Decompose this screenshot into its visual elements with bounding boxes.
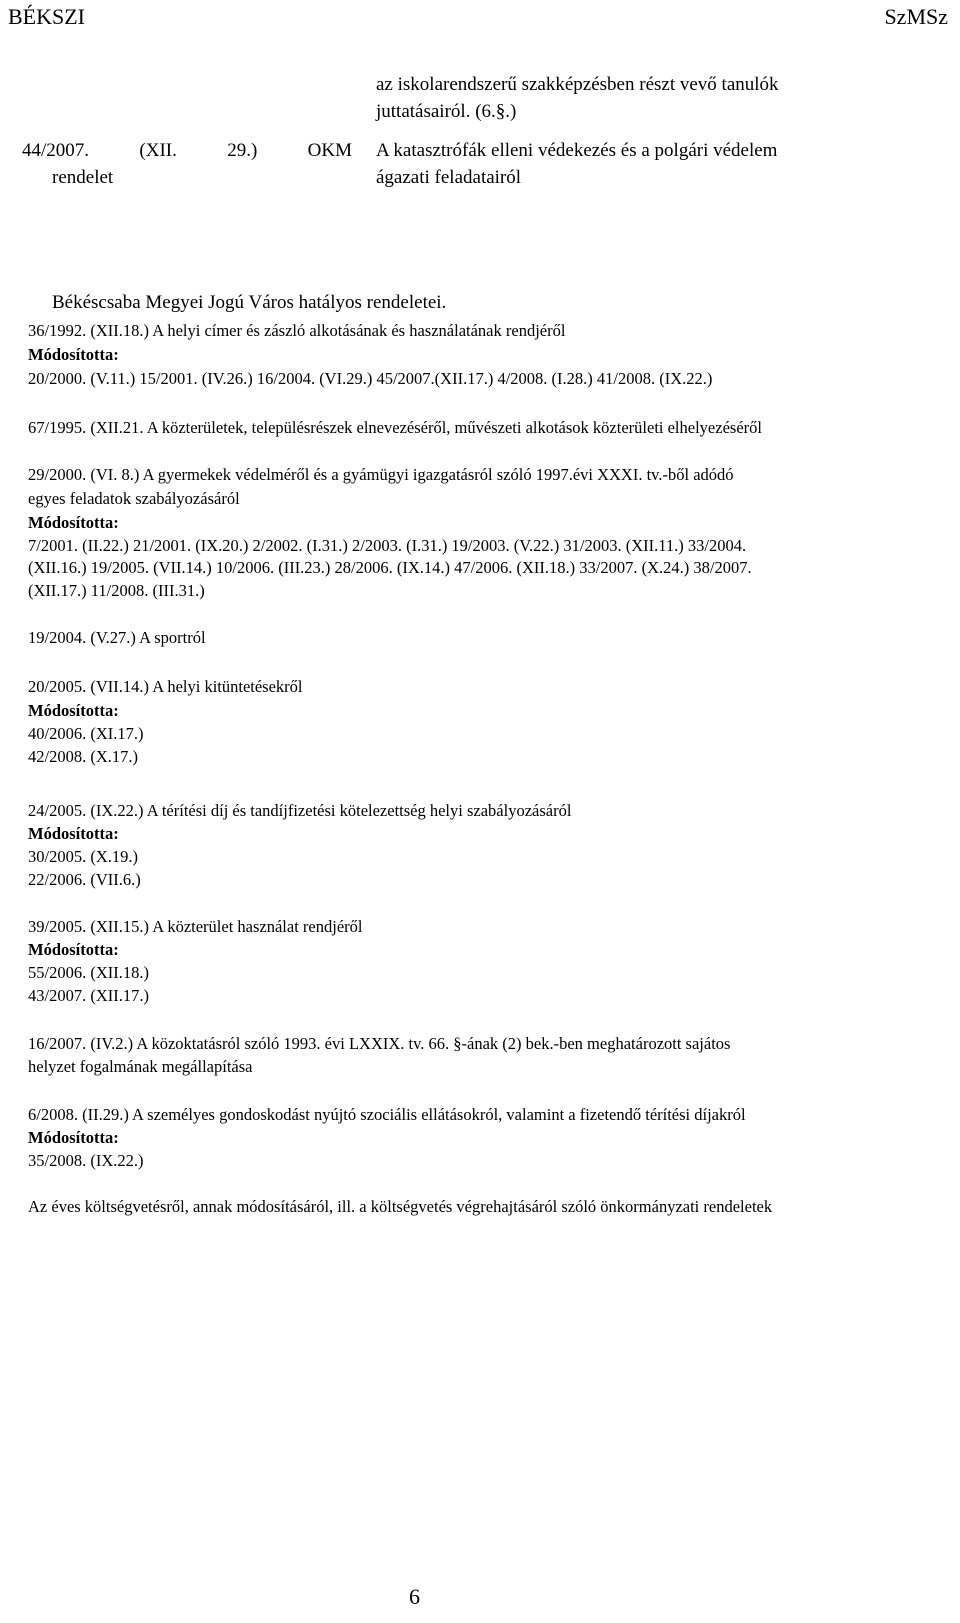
table-row2-text-line1: A katasztrófák elleni védekezés és a polgári védelem <box>376 140 778 161</box>
decree-6-amendment-1: 30/2005. (X.19.) <box>28 847 138 866</box>
decree-5-title: 20/2005. (VII.14.) A helyi kitüntetésekről <box>28 677 303 696</box>
decree-7-amendment-1: 55/2006. (XII.18.) <box>28 963 149 982</box>
ref-part-issuer: OKM <box>307 140 352 161</box>
table-row2-reference <box>22 140 352 162</box>
decree-3-amendments-line3: (XII.17.) 11/2008. (III.31.) <box>28 581 205 600</box>
decree-1-modified-label: Módosította: <box>28 345 119 364</box>
table-row2-reference-line2: rendelet <box>52 167 114 188</box>
decree-1-amendments: 20/2000. (V.11.) 15/2001. (IV.26.) 16/2004. (VI.29.) 45/2007.(XII.17.) 4/2008. (I.28.) 41/2008. (IX.22.) <box>28 369 713 388</box>
decree-6-amendment-2: 22/2006. (VII.6.) <box>28 870 141 889</box>
table-row1-text-line1: az iskolarendszerű szakképzésben részt vevő tanulók <box>376 74 779 95</box>
decree-7-modified-label: Módosította: <box>28 940 119 959</box>
section-title: Békéscsaba Megyei Jogú Város hatályos rendeletei. <box>52 292 447 313</box>
header-right-title: SzMSz <box>884 4 948 29</box>
decree-3-amendments-line2: (XII.16.) 19/2005. (VII.14.) 10/2006. (III.23.) 28/2006. (IX.14.) 47/2006. (XII.18.) 33/2007. (X.24.) 38/2007. <box>28 558 752 577</box>
header-left-title: BÉKSZI <box>8 4 85 29</box>
decree-9-modified-label: Módosította: <box>28 1128 119 1147</box>
decree-1-title: 36/1992. (XII.18.) A helyi címer és zászló alkotásának és használatának rendjéről <box>28 321 566 340</box>
decree-7-amendment-2: 43/2007. (XII.17.) <box>28 986 149 1005</box>
decree-6-modified-label: Módosította: <box>28 824 119 843</box>
page-number: 6 <box>409 1584 420 1609</box>
decree-3-modified-label: Módosította: <box>28 513 119 532</box>
decree-9-title: 6/2008. (II.29.) A személyes gondoskodást nyújtó szociális ellátásokról, valamint a fizetendő térítési díjakról <box>28 1105 746 1124</box>
table-row1-text-line2: juttatásairól. (6.§.) <box>376 101 517 122</box>
ref-part-number: 44/2007. <box>22 140 90 161</box>
decree-10-title: Az éves költségvetésről, annak módosításáról, ill. a költségvetés végrehajtásáról szóló önkormányzati rendeletek <box>28 1197 773 1216</box>
decree-8-title-line2: helyzet fogalmának megállapítása <box>28 1057 253 1076</box>
decree-7-title: 39/2005. (XII.15.) A közterület használat rendjéről <box>28 917 363 936</box>
ref-part-day: 29.) <box>227 140 258 161</box>
decree-4-title: 19/2004. (V.27.) A sportról <box>28 628 206 647</box>
decree-5-amendment-1: 40/2006. (XI.17.) <box>28 724 144 743</box>
decree-3-title-line2: egyes feladatok szabályozásáról <box>28 489 240 508</box>
decree-6-title: 24/2005. (IX.22.) A térítési díj és tandíjfizetési kötelezettség helyi szabályozásáról <box>28 801 572 820</box>
decree-5-modified-label: Módosította: <box>28 701 119 720</box>
table-row2-text-line2: ágazati feladatairól <box>376 167 522 188</box>
ref-part-month: (XII. <box>139 140 177 161</box>
decree-3-title-line1: 29/2000. (VI. 8.) A gyermekek védelméről és a gyámügyi igazgatásról szóló 1997.évi XXXI. tv.-ből adódó <box>28 465 734 484</box>
decree-9-amendment-1: 35/2008. (IX.22.) <box>28 1151 144 1170</box>
decree-5-amendment-2: 42/2008. (X.17.) <box>28 747 138 766</box>
decree-3-amendments-line1: 7/2001. (II.22.) 21/2001. (IX.20.) 2/2002. (I.31.) 2/2003. (I.31.) 19/2003. (V.22.) 31/2003. (XII.11.) 33/2004. <box>28 536 747 555</box>
decree-8-title-line1: 16/2007. (IV.2.) A közoktatásról szóló 1993. évi LXXIX. tv. 66. §-ának (2) bek.-ben meghatározott sajátos <box>28 1034 731 1053</box>
decree-2-title: 67/1995. (XII.21. A közterületek, településrészek elnevezéséről, művészeti alkotások közterületi elhelyezéséről <box>28 418 762 437</box>
